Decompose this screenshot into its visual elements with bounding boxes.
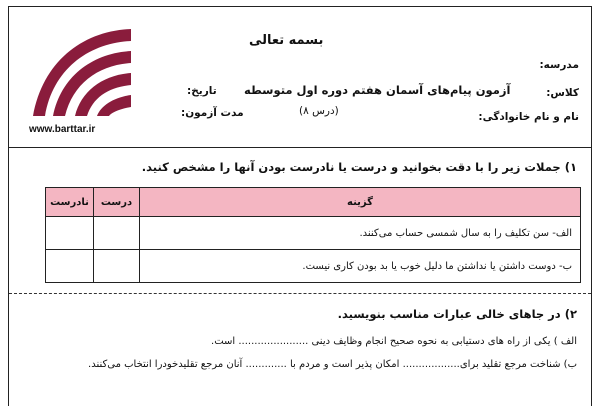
statement-cell: الف- سن تکلیف را به سال شمسی حساب می‌کنند. [140,217,581,250]
false-answer-cell[interactable] [46,217,94,250]
exam-title: آزمون پیام‌های آسمان هفتم دوره اول متوسطه [244,83,511,97]
fill-blank-line: الف ) یکی از راه های دستیابی به نحوه صحیح انجام وظایف دینی ...................... است. [211,336,577,347]
true-answer-cell[interactable] [94,250,140,283]
question-1-prompt: ۱) جملات زیر را با دقت بخوانید و درست یا نادرست بودن آنها را مشخص کنید. [141,160,577,174]
table-row [46,217,581,250]
column-header-option: گزینه [140,188,581,217]
false-answer-cell[interactable] [46,250,94,283]
logo-url: www.barttar.ir [29,124,96,135]
column-header-false: نادرست [46,188,94,217]
section-divider [9,293,591,294]
class-label: کلاس: [546,87,579,99]
lesson-number: (درس ۸) [299,105,339,117]
page-title: بسمه تعالی [249,33,324,48]
exam-sheet [8,6,592,406]
duration-label: مدت آزمون: [181,107,244,119]
table-row [46,250,581,283]
question-2-prompt: ۲) در جاهای خالی عبارات مناسب بنویسید. [337,307,577,321]
school-label: مدرسه: [539,59,579,71]
fill-blank-line: ب) شناخت مرجع تقلید برای.................. امکان پذیر است و مردم با ............. آنان مرجع تقلیدخودرا انتخاب می‌کنند. [88,359,577,370]
exam-header [9,7,591,148]
barttar-logo-icon [23,21,133,131]
column-header-true: درست [94,188,140,217]
name-label: نام و نام خانوادگی: [478,111,579,123]
true-false-table [45,187,581,283]
date-label: تاریخ: [187,85,217,97]
table-header-row [46,188,581,217]
statement-cell: ب- دوست داشتن یا نداشتن ما دلیل خوب یا بد بودن کاری نیست. [140,250,581,283]
true-answer-cell[interactable] [94,217,140,250]
